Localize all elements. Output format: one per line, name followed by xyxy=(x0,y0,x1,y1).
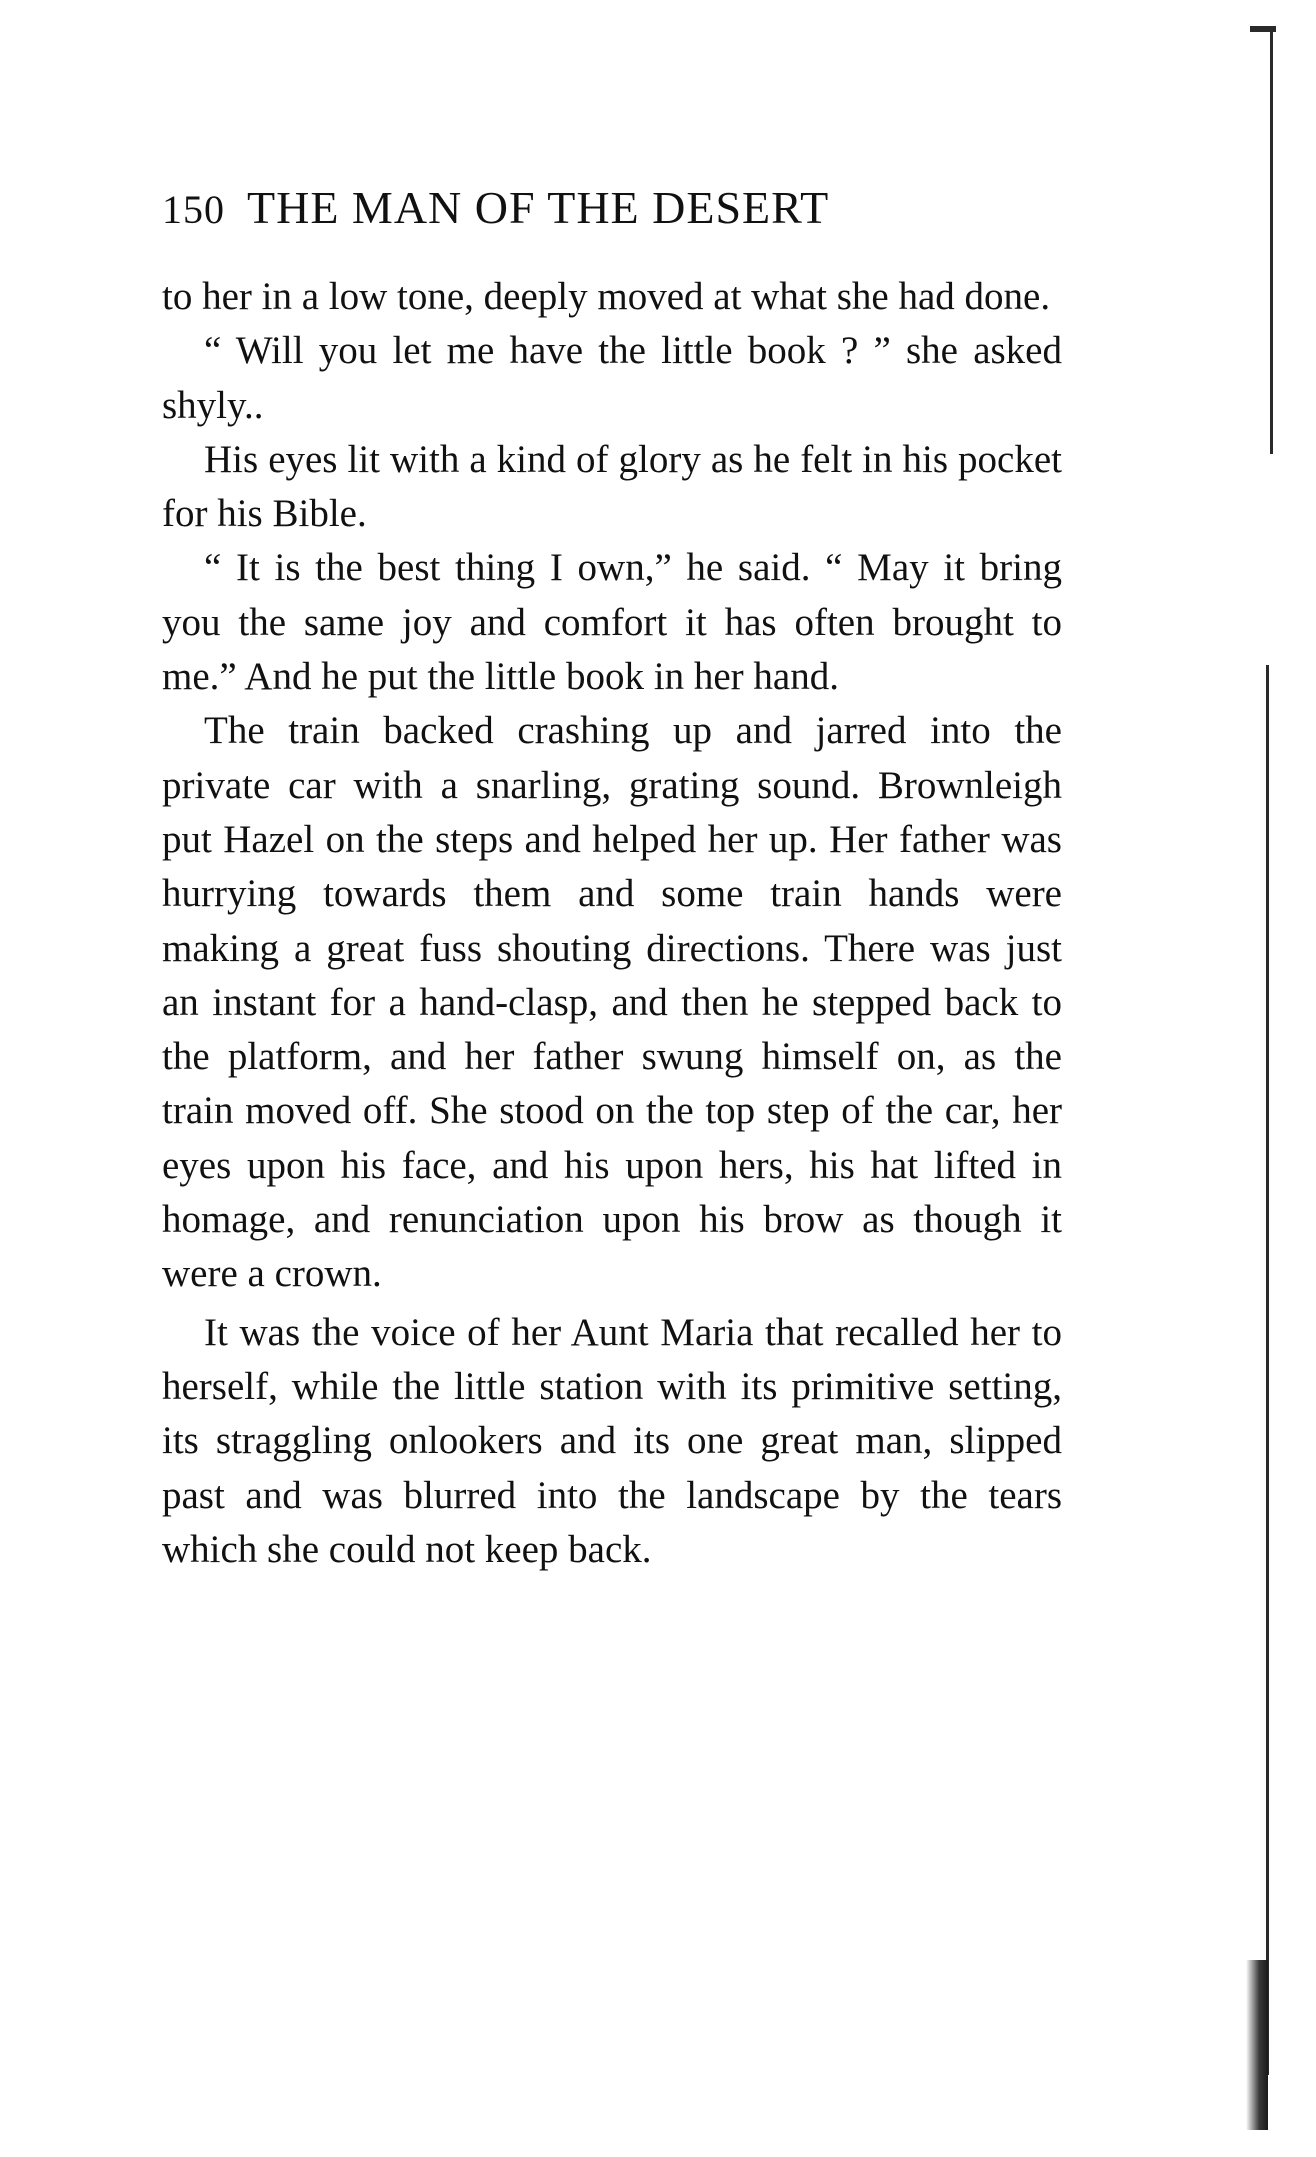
binding-edge-line xyxy=(1266,665,1269,2075)
paragraph: “ It is the best thing I own,” he said. “ May it bring you the same joy and comfort it has often brought to me.” And he put the little book in her hand. xyxy=(162,546,1062,699)
page-number: 150 xyxy=(162,187,225,232)
paragraph: to her in a low tone, deeply moved at what she had done. xyxy=(162,275,1051,318)
binding-edge-shadow xyxy=(1246,1960,1268,2130)
body-text xyxy=(162,270,1062,1577)
paragraph: His eyes lit with a kind of glory as he felt in his pocket for his Bible. xyxy=(162,437,1062,536)
binding-edge-line xyxy=(1270,26,1273,454)
paragraph: It was the voice of her Aunt Maria that recalled her to herself, while the little station with its primitive setting, its straggling onlookers and its one great man, slipped past and was blurred into the landscape by the tears which she could not keep back. xyxy=(162,1310,1062,1571)
paragraph: The train backed crashing up and jarred into the private car with a snarling, grating sound. Brownleigh put Hazel on the steps and helped her up. Her father was hurrying towards them and some train hands were making a great fuss shouting directions. There was just an instant for a hand-clasp, and then he stepped back to the platform, and her father swung himself on, as the train moved off. She stood on the top step of the car, her eyes upon his face, and his upon hers, his hat lifted in homage, and renunciation upon his brow as though it were a crown. xyxy=(162,709,1062,1296)
paragraph: “ Will you let me have the little book ? ” she asked shyly.. xyxy=(162,329,1062,427)
running-title: THE MAN OF THE DESERT xyxy=(247,182,830,233)
running-header xyxy=(162,178,1062,240)
